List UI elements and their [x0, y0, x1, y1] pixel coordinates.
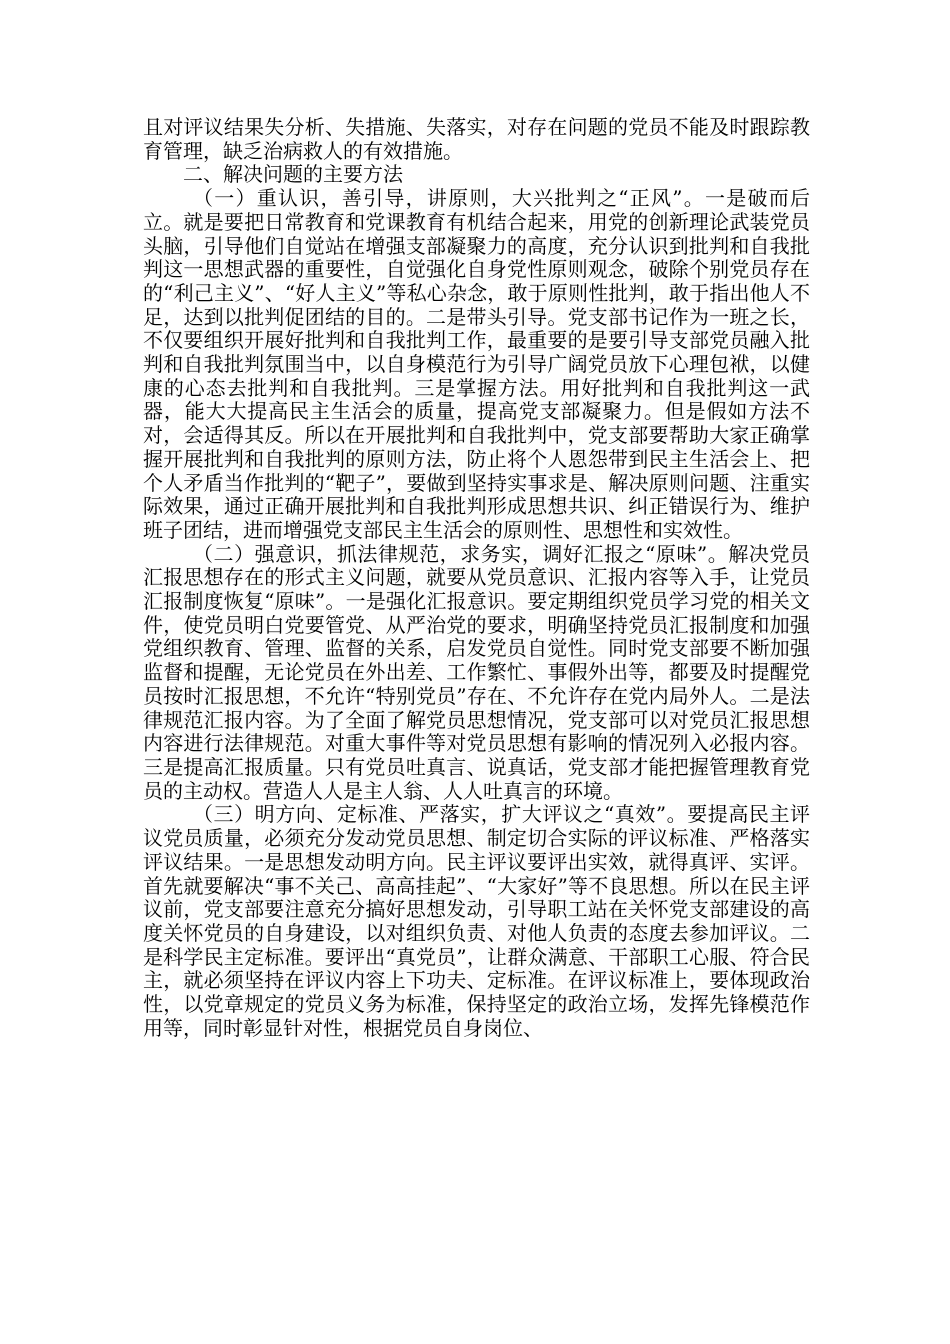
- section-heading: 二、解决问题的主要方法: [183, 162, 403, 187]
- paragraph-method-2: （二）强意识，抓法律规范，求务实，调好汇报之“原味”。解决党员汇报思想存在的形式主义问题，就要从党员意识、汇报内容等入手，让党员汇报制度恢复“原味”。一是强化汇报意识。要定期组织党员学习党的相关文件，使党员明白党要管党、从严治党的要求，明确坚持党员汇报制度和加强党组织教育、管理、监督的关系，启发党员自觉性。同时党支部要不断加强监督和提醒，无论党员在外出差、工作繁忙、事假外出等，都要及时提醒党员按时汇报思想，不允许“特别党员”存在、不允许存在党内局外人。二是法律规范汇报内容。为了全面了解党员思想情况，党支部可以对党员汇报思想内容进行法律规范。对重大事件等对党员思想有影响的情况列入必报内容。三是提高汇报质量。只有党员吐真言、说真话，党支部才能把握管理教育党员的主动权。营造人人是主人翁、人人吐真言的环境。: [143, 541, 810, 803]
- paragraph-method-1: （一）重认识，善引导，讲原则，大兴批判之“正风”。一是破而后立。就是要把日常教育和党课教育有机结合起来，用党的创新理论武装党员头脑，引导他们自觉站在增强支部凝聚力的高度，充分认识到批判和自我批判这一思想武器的重要性，自觉强化自身党性原则观念，破除个别党员存在的“利己主义”、“好人主义”等私心杂念，敢于原则性批判，敢于指出他人不足，达到以批判促团结的目的。二是带头引导。党支部书记作为一班之长，不仅要组织开展好批判和自我批判工作，最重要的是要引导支部党员融入批判和自我批判氛围当中，以自身模范行为引导广阔党员放下心理包袱，以健康的心态去批判和自我批判。三是掌握方法。用好批判和自我批判这一武器，能大大提高民主生活会的质量，提高党支部凝聚力。但是假如方法不对，会适得其反。所以在开展批判和自我批判中，党支部要帮助大家正确掌握开展批判和自我批判的原则方法，防止将个人恩怨带到民主生活会上、把个人矛盾当作批判的“靶子”，要做到坚持实事求是、解决原则问题、注重实际效果，通过正确开展批判和自我批判形成思想共识、纠正错误行为、维护班子团结，进而增强党支部民主生活会的原则性、思想性和实效性。: [143, 186, 810, 542]
- document-body: [143, 116, 810, 1040]
- paragraph-continuation: 且对评议结果失分析、失措施、失落实，对存在问题的党员不能及时跟踪教育管理，缺乏治病救人的有效措施。: [143, 115, 810, 163]
- paragraph-method-3: （三）明方向、定标准、严落实，扩大评议之“真效”。要提高民主评议党员质量，必须充分发动党员思想、制定切合实际的评议标准、严格落实评议结果。一是思想发动明方向。民主评议要评出实效，就得真评、实评。首先就要解决“事不关己、高高挂起”、“大家好”等不良思想。所以在民主评议前，党支部要注意充分搞好思想发动，引导职工站在关怀党支部建设的高度关怀党员的自身建设，以对组织负责、对他人负责的态度去参加评议。二是科学民主定标准。要评出“真党员”，让群众满意、干部职工心服、符合民主，就必须坚持在评议内容上下功夫、定标准。在评议标准上，要体现政治性，以党章规定的党员义务为标准，保持坚定的政治立场，发挥先锋模范作用等，同时彰显针对性，根据党员自身岗位、: [143, 802, 810, 1040]
